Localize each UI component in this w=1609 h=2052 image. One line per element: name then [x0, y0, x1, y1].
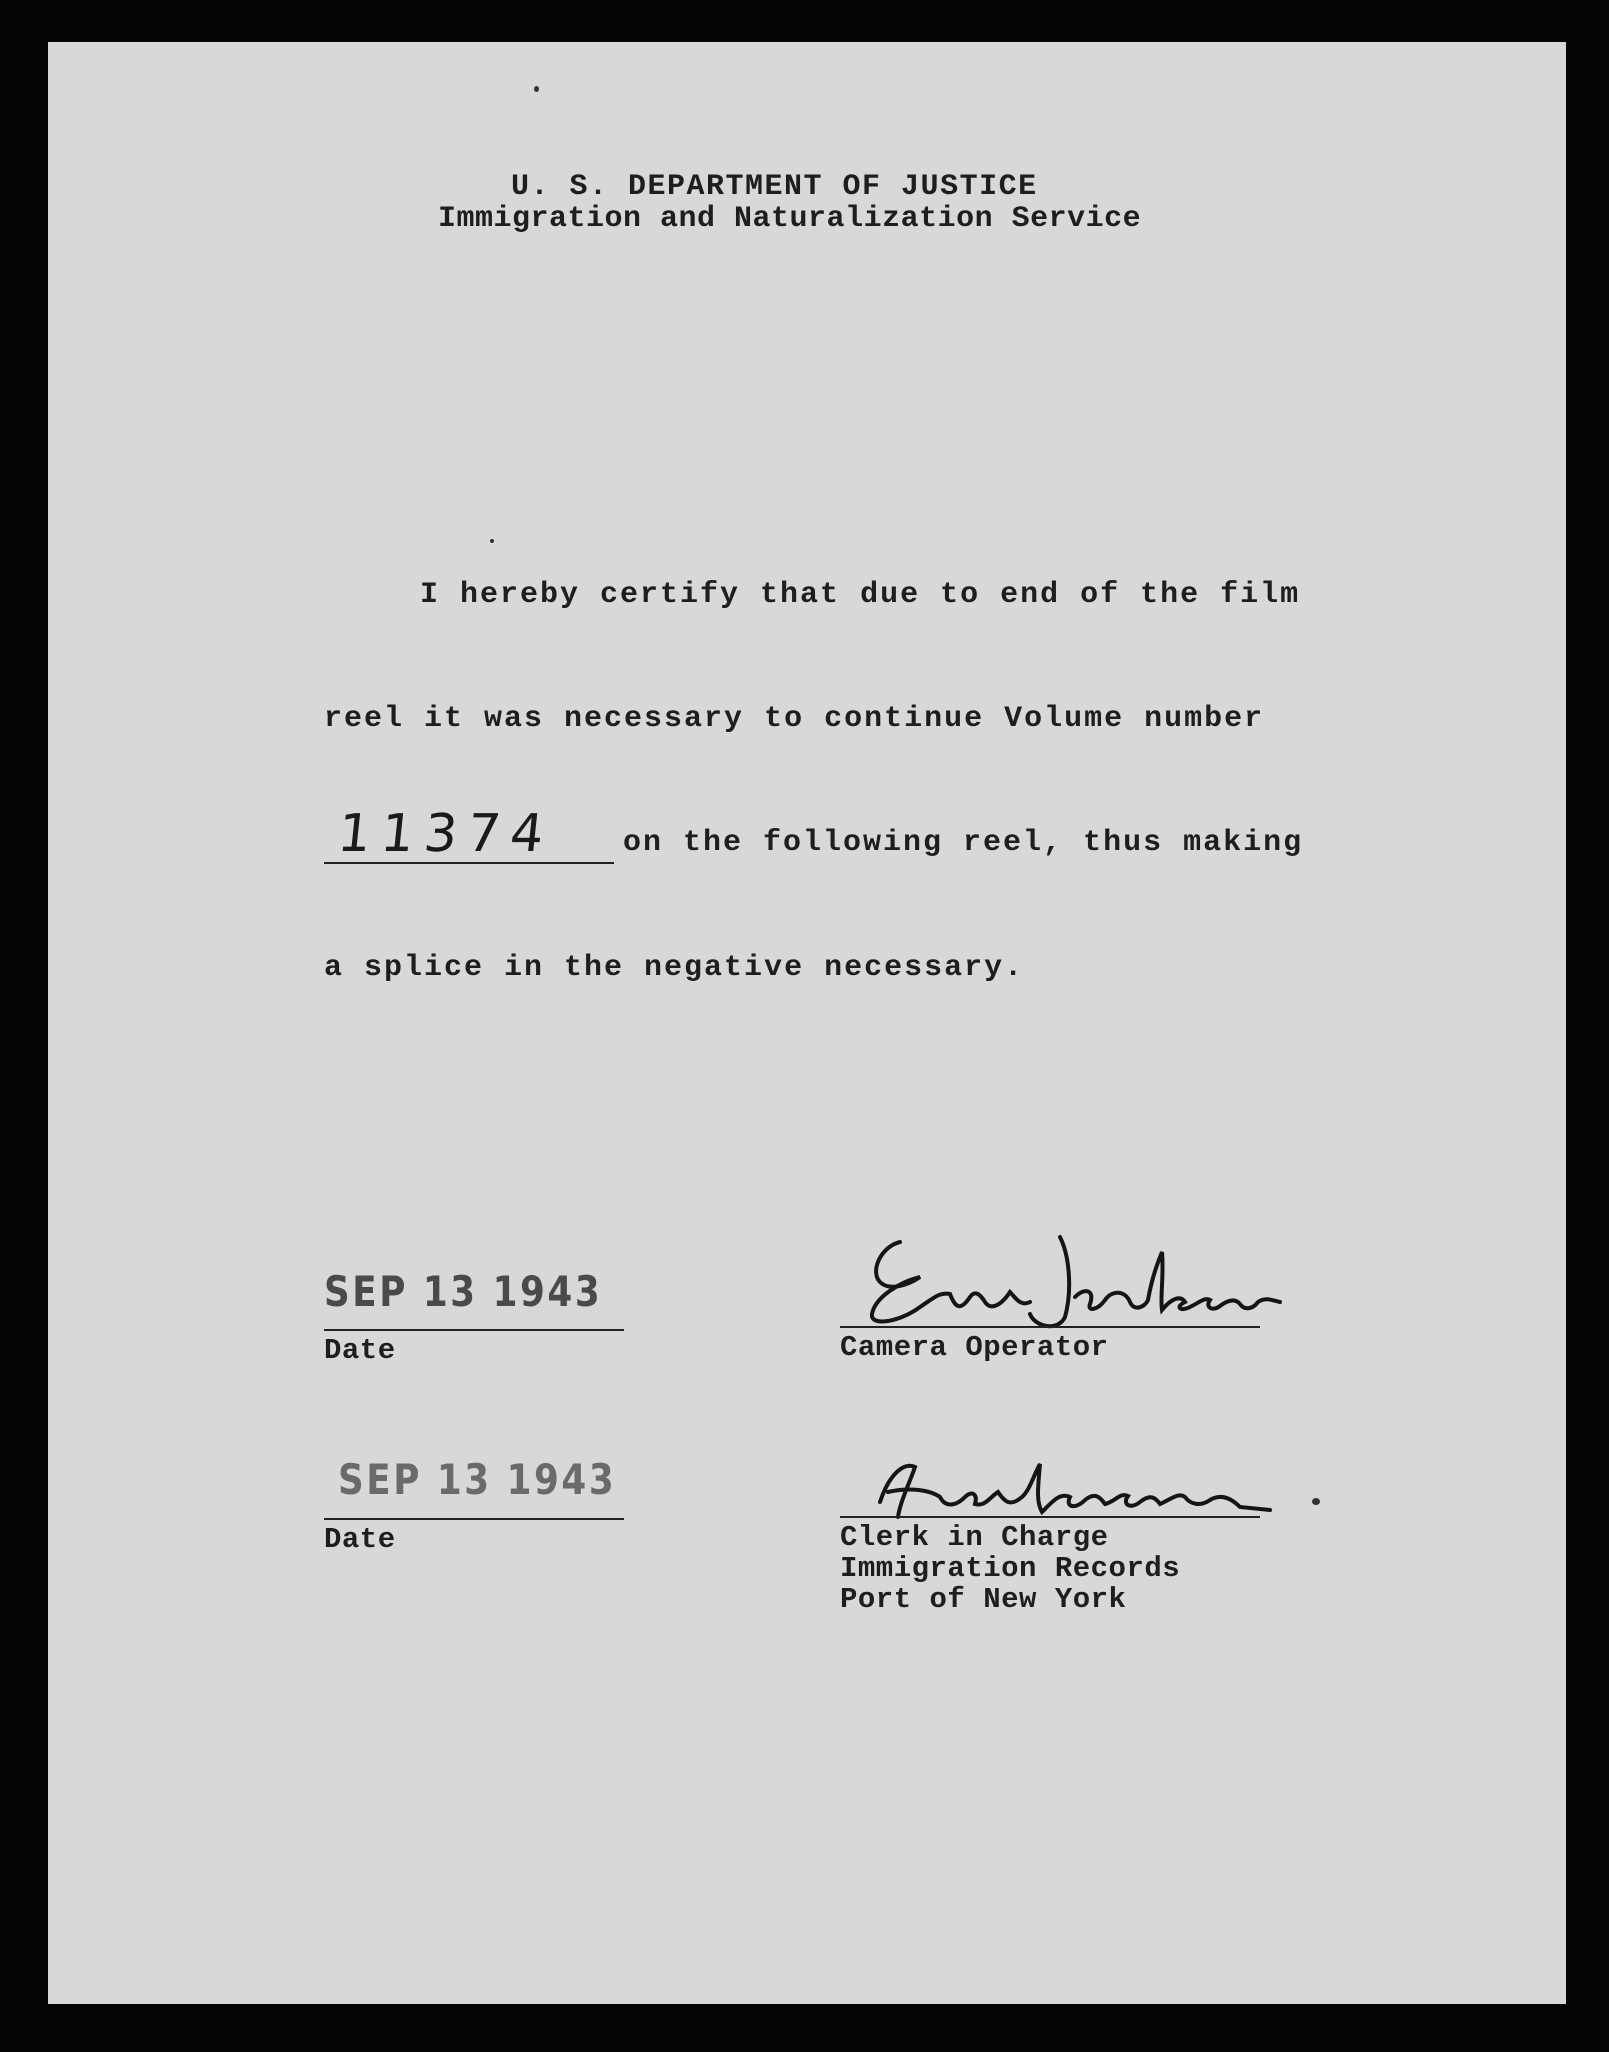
paper-speck [490, 539, 494, 543]
volume-number-handwritten: 11374 [334, 804, 557, 864]
date-rule-2 [324, 1518, 624, 1520]
camera-operator-rule [840, 1326, 1260, 1328]
header-department: U. S. DEPARTMENT OF JUSTICE [511, 170, 1038, 204]
clerk-signature [860, 1452, 1280, 1532]
certification-line-1: I hereby certify that due to end of the film [420, 578, 1301, 612]
date-stamp-2: SEP 13 1943 [338, 1455, 617, 1504]
date-stamp-1: SEP 13 1943 [324, 1267, 603, 1316]
header-service: Immigration and Naturalization Service [438, 202, 1142, 236]
document-page [48, 42, 1566, 2004]
clerk-label-department: Immigration Records [840, 1552, 1181, 1585]
certification-line-3: on the following reel, thus making [623, 826, 1304, 860]
clerk-label-location: Port of New York [840, 1583, 1127, 1616]
camera-operator-signature [840, 1222, 1290, 1337]
paper-speck [534, 86, 539, 92]
certification-line-2: reel it was necessary to continue Volume number [324, 702, 1265, 736]
volume-number-underline [324, 862, 614, 864]
certification-line-4: a splice in the negative necessary. [324, 951, 1025, 985]
date-rule-1 [324, 1329, 624, 1331]
date-label-2: Date [324, 1523, 396, 1556]
paper-speck [1312, 1498, 1320, 1505]
camera-operator-label: Camera Operator [840, 1331, 1109, 1364]
clerk-label-title: Clerk in Charge [840, 1521, 1109, 1554]
date-label-1: Date [324, 1334, 396, 1367]
clerk-rule [840, 1516, 1260, 1518]
